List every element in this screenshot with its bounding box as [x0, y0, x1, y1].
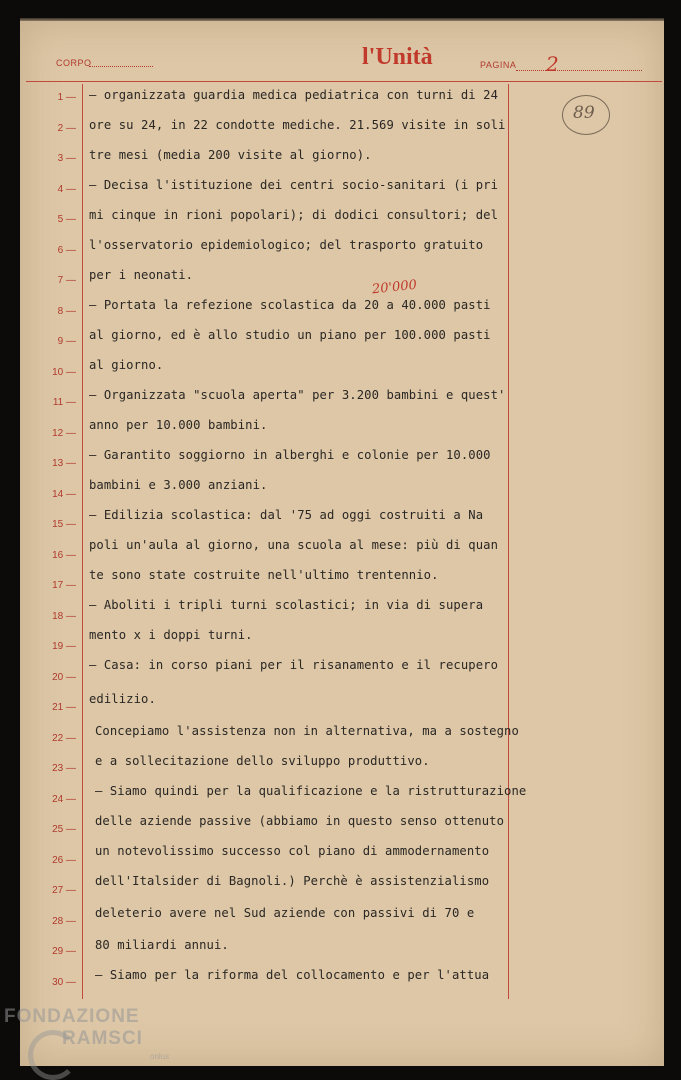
typed-line: – Garantito soggiorno in alberghi e colonie per 10.000 [89, 448, 491, 462]
line-number: 9 — [57, 336, 76, 347]
line-number: 22 — [52, 733, 76, 744]
left-margin-rule [82, 84, 83, 999]
line-number: 30 — [52, 977, 76, 988]
typed-line: al giorno, ed è allo studio un piano per 100.000 pasti [89, 328, 491, 342]
line-number: 19 — [52, 641, 76, 652]
header-rule [26, 81, 662, 82]
typed-line: l'osservatorio epidemiologico; del trasporto gratuito [89, 238, 484, 252]
typed-line: poli un'aula al giorno, una scuola al mese: più di quan [89, 538, 499, 552]
line-number: 13 — [52, 458, 76, 469]
typed-line: bambini e 3.000 anziani. [89, 478, 268, 492]
line-number: 28 — [52, 916, 76, 927]
line-number: 1 — [57, 92, 76, 103]
typed-line: te sono state costruite nell'ultimo trentennio. [89, 568, 439, 582]
watermark-line3: onlus [150, 1052, 170, 1061]
line-number: 3 — [57, 153, 76, 164]
typed-line: mento x i doppi turni. [89, 628, 253, 642]
typed-line: – Siamo quindi per la qualificazione e la ristrutturazione [95, 784, 527, 798]
line-number: 5 — [57, 214, 76, 225]
line-number: 4 — [57, 184, 76, 195]
line-number: 24 — [52, 794, 76, 805]
typed-line: – Siamo per la riforma del collocamento e per l'attua [95, 968, 490, 982]
handwritten-correction: 20'000 [371, 277, 418, 298]
line-number: 8 — [57, 306, 76, 317]
typed-line: deleterio avere nel Sud aziende con passivi di 70 e [95, 906, 475, 920]
line-number: 20 — [52, 672, 76, 683]
typed-line: – Edilizia scolastica: dal '75 ad oggi costruiti a Na [89, 508, 484, 522]
line-number: 29 — [52, 946, 76, 957]
line-number: 11 — [52, 397, 76, 408]
typed-line: – organizzata guardia medica pediatrica con turni di 24 [89, 88, 499, 102]
line-number: 23 — [52, 763, 76, 774]
typed-line: un notevolissimo successo col piano di ammodernamento [95, 844, 490, 858]
typed-line: ore su 24, in 22 condotte mediche. 21.569 visite in soli [89, 118, 506, 132]
archive-stamp-number: 89 [573, 103, 595, 123]
typed-line: per i neonati. [89, 268, 194, 282]
typed-line: – Aboliti i tripli turni scolastici; in via di supera [89, 598, 484, 612]
typed-line: al giorno. [89, 358, 164, 372]
right-margin-rule [508, 84, 509, 999]
typed-line: e a sollecitazione dello sviluppo produttivo. [95, 754, 430, 768]
watermark-line1: FONDAZIONE [4, 1006, 140, 1027]
line-number: 25 — [52, 824, 76, 835]
typed-line: mi cinque in rioni popolari); di dodici consultori; del [89, 208, 499, 222]
line-number: 27 — [52, 885, 76, 896]
typed-line: edilizio. [89, 692, 156, 706]
typed-line: – Portata la refezione scolastica da 20 a 40.000 pasti [89, 298, 491, 312]
line-number: 6 — [57, 245, 76, 256]
line-number: 18 — [52, 611, 76, 622]
line-number: 15 — [52, 519, 76, 530]
line-number: 17 — [52, 580, 76, 591]
line-number: 2 — [57, 123, 76, 134]
line-number: 26 — [52, 855, 76, 866]
typed-line: tre mesi (media 200 visite al giorno). [89, 148, 372, 162]
line-number: 12 — [52, 428, 76, 439]
typed-line: delle aziende passive (abbiamo in questo senso ottenuto [95, 814, 505, 828]
pagina-dotted-line [516, 70, 642, 71]
typed-line: 80 miliardi annui. [95, 938, 229, 952]
corpo-dotted-line [89, 66, 153, 67]
typed-line: anno per 10.000 bambini. [89, 418, 268, 432]
line-number: 16 — [52, 550, 76, 561]
line-number: 7 — [57, 275, 76, 286]
typed-line: dell'Italsider di Bagnoli.) Perchè è assistenzialismo [95, 874, 490, 888]
line-number: 21 — [52, 702, 76, 713]
masthead-logo: l'Unità [362, 44, 433, 70]
pagina-label: PAGINA [480, 60, 517, 70]
typed-line: – Decisa l'istituzione dei centri socio-sanitari (i pri [89, 178, 499, 192]
typed-line: Concepiamo l'assistenza non in alternativa, ma a sostegno [95, 724, 519, 738]
line-number: 14 — [52, 489, 76, 500]
typed-line: – Casa: in corso piani per il risanamento e il recupero [89, 658, 499, 672]
line-number: 10 — [52, 367, 76, 378]
corpo-label: CORPO [56, 58, 92, 68]
watermark-line2: RAMSCI [62, 1028, 143, 1049]
handwritten-page-number: 2 [546, 52, 559, 76]
typed-line: – Organizzata "scuola aperta" per 3.200 bambini e quest' [89, 388, 506, 402]
